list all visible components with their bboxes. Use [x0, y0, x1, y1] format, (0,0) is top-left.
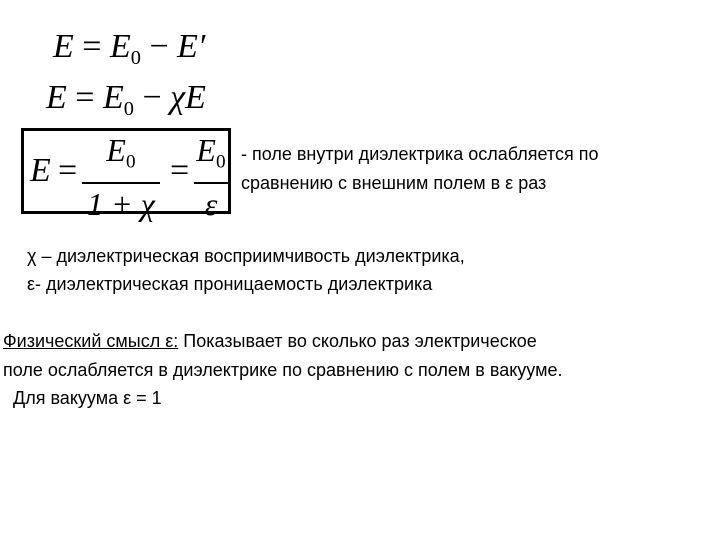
eq2-chi: χ — [170, 79, 186, 116]
vacuum-note: Для вакуума ε = 1 — [13, 388, 162, 408]
eq3-frac2-den: ε — [204, 185, 218, 222]
epsilon-definition: ε- диэлектрическая проницаемость диэлектрика — [27, 274, 433, 294]
eq2-e0-sub: 0 — [123, 98, 134, 121]
eq3-equals-2: = — [170, 152, 190, 189]
physical-meaning-label: Физический смысл ε: — [3, 331, 179, 351]
eq1-e0: E — [109, 28, 131, 65]
eq1-equals: = — [82, 28, 102, 65]
eq3-equals-1: = — [58, 152, 78, 189]
eq3-lhs: E — [30, 152, 51, 189]
eq1-e0-sub: 0 — [130, 47, 141, 70]
physical-meaning-line-1 — [3, 329, 537, 353]
note-line-1: - поле внутри диэлектрика ослабляется по — [241, 144, 599, 164]
eq2-e0: E — [102, 79, 124, 116]
note-line-2: сравнению с внешним полем в ε раз — [241, 173, 547, 193]
eq3-frac2-num-sub: 0 — [215, 151, 226, 173]
boxed-equation — [21, 128, 231, 222]
eq1-minus: − — [149, 28, 169, 65]
chi-definition: χ – диэлектрическая восприимчивость диэлектрика, — [27, 246, 465, 266]
eq3-frac1-den: 1 + χ — [87, 185, 155, 222]
eq2-lhs: E — [46, 79, 67, 116]
eq3-frac1-num: E — [106, 132, 126, 168]
equation-field-susceptibility — [46, 79, 206, 121]
eq3-frac1-num-sub: 0 — [125, 151, 136, 173]
physical-meaning-line-2: поле ослабляется в диэлектрике по сравнению с полем в вакууме. — [3, 360, 563, 380]
eq3-fraction-2 — [194, 131, 228, 224]
eq2-minus: − — [142, 79, 162, 116]
eq2-equals: = — [75, 79, 95, 116]
eq2-e: E — [185, 79, 206, 116]
eq1-eprime: E′ — [177, 28, 206, 65]
eq1-lhs: E — [53, 28, 74, 65]
eq3-fraction-1 — [82, 131, 160, 224]
eq3-frac2-num: E — [196, 132, 216, 168]
physical-meaning-text-1: Показывает во сколько раз электрическое — [178, 331, 537, 351]
equation-field-difference — [53, 28, 205, 70]
